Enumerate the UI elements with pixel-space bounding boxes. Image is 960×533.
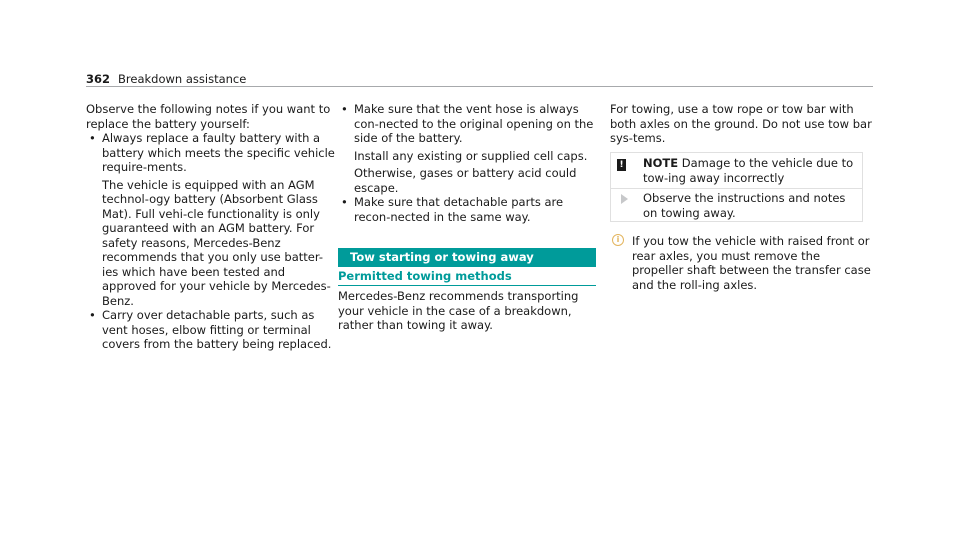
page-header — [86, 72, 246, 86]
column-left — [86, 102, 336, 352]
note-header — [611, 153, 862, 189]
list-item — [86, 308, 336, 352]
body-text: Mercedes-Benz recommends transporting your vehicle in the case of a breakdown, rather than towing it away. — [338, 289, 579, 332]
bullet-subtext: The vehicle is equipped with an AGM technol-ogy battery (Absorbent Glass Mat). Full vehi-cle functionality is only guaranteed with an AGM battery. For safety reasons, Mercedes-Benz recommends that you only use batter-ies which have been tested and approved for your vehicle by Mercedes-Benz. — [102, 177, 331, 308]
section-title: Breakdown assistance — [118, 72, 247, 86]
warning-icon: ! — [617, 159, 626, 171]
bullet-text: Make sure that detachable parts are recon-nected in the same way. — [354, 195, 564, 224]
intro-text: Observe the following notes if you want to replace the battery yourself: — [86, 102, 331, 131]
note-text — [643, 156, 858, 185]
bullet-icon: • — [89, 131, 96, 145]
bullet-list — [338, 102, 596, 224]
info-icon: i — [612, 234, 624, 246]
tip-block — [610, 234, 872, 292]
section-banner: Tow starting or towing away — [338, 248, 596, 267]
bullet-subtext: Otherwise, gases or battery acid could escape. — [354, 166, 577, 195]
bullet-icon: • — [341, 102, 348, 116]
bullet-list — [86, 131, 336, 352]
intro-text: For towing, use a tow rope or tow bar with both axles on the ground. Do not use tow bar sys-tems. — [610, 102, 872, 145]
list-item — [338, 102, 596, 195]
list-item — [338, 195, 596, 224]
note-action-text: Observe the instructions and notes on towing away. — [643, 191, 846, 220]
bullet-text: Always replace a faulty battery with a battery which meets the specific vehicle require-ments. — [102, 131, 335, 174]
note-description: Damage to the vehicle due to tow-ing away incorrectly — [643, 156, 854, 185]
action-arrow-icon — [621, 194, 628, 204]
tip-text: If you tow the vehicle with raised front or rear axles, you must remove the propeller shaft between the transfer case and the roll-ing axles. — [632, 234, 871, 292]
column-right — [610, 102, 872, 146]
bullet-text: Carry over detachable parts, such as vent hoses, elbow fitting or terminal covers from the battery being replaced. — [102, 308, 332, 351]
bullet-subtext: Install any existing or supplied cell caps. — [354, 148, 588, 163]
note-title: NOTE — [643, 156, 679, 170]
bullet-text: Make sure that the vent hose is always con-nected to the original opening on the side of the battery. — [354, 102, 594, 145]
subheading: Permitted towing methods — [338, 267, 596, 286]
header-divider — [86, 86, 873, 87]
list-item — [86, 131, 336, 308]
column-middle — [338, 102, 596, 224]
note-box — [610, 152, 863, 222]
page-number: 362 — [86, 72, 111, 86]
bullet-icon: • — [341, 195, 348, 209]
bullet-icon: • — [89, 308, 96, 322]
